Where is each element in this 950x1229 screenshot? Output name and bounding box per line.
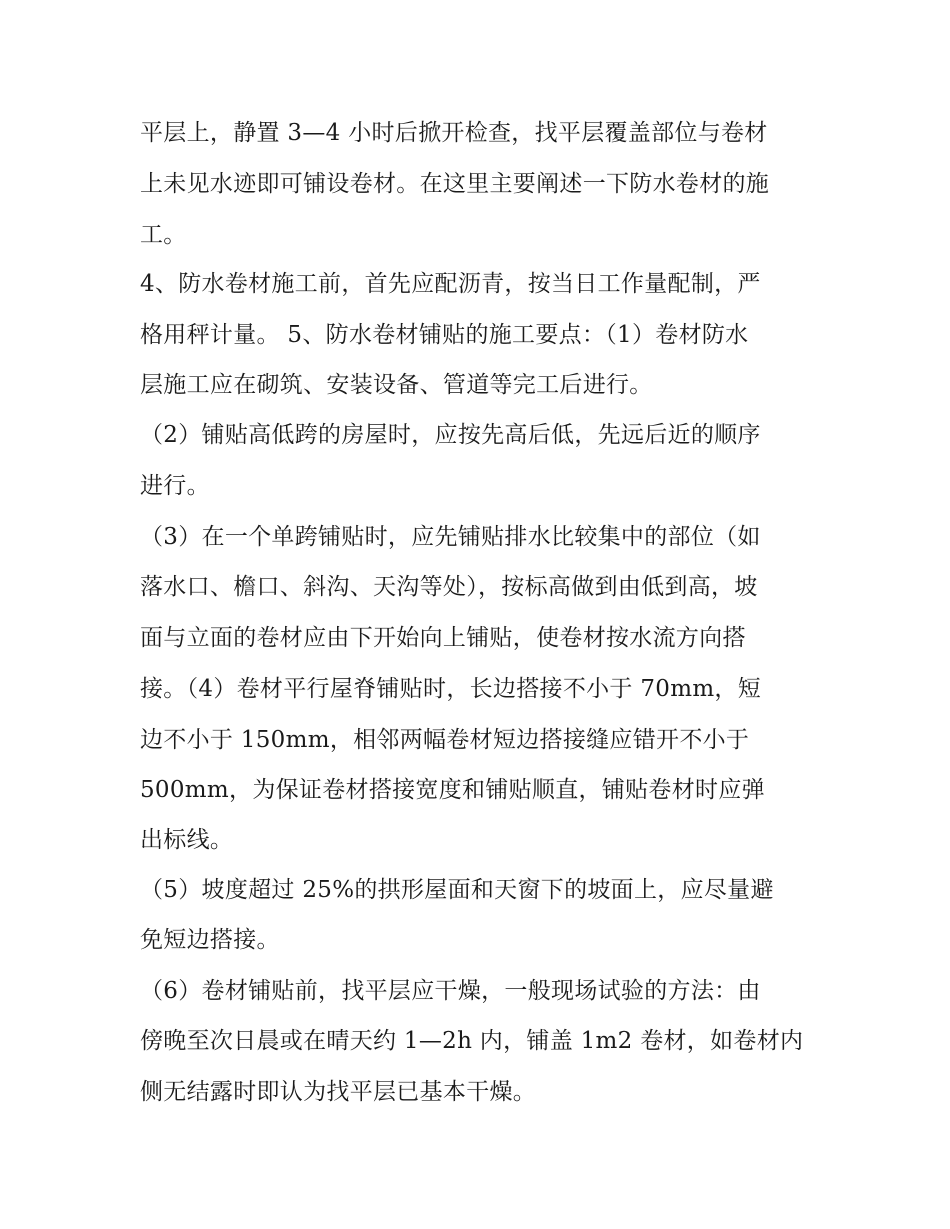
text-line: 出标线。 — [140, 827, 234, 853]
text-line: 格用秤计量。 5、防水卷材铺贴的施工要点：（1）卷材防水 — [140, 322, 749, 348]
text-line: 4、防水卷材施工前，首先应配沥青，按当日工作量配制，严 — [140, 271, 761, 297]
text-line: 工。 — [140, 222, 187, 248]
text-line: 上未见水迹即可铺设卷材。在这里主要阐述一下防水卷材的施 — [140, 171, 770, 197]
text-line: （3）在一个单跨铺贴时，应先铺贴排水比较集中的部位（如 — [140, 524, 761, 550]
text-line: 免短边搭接。 — [140, 927, 280, 953]
text-line: 落水口、檐口、斜沟、天沟等处），按标高做到由低到高，坡 — [140, 574, 758, 600]
text-line: 层施工应在砌筑、安装设备、管道等完工后进行。 — [140, 372, 653, 398]
text-line: 平层上，静置 3—4 小时后掀开检查，找平层覆盖部位与卷材 — [140, 120, 768, 146]
text-line: 侧无结露时即认为找平层已基本干燥。 — [140, 1079, 537, 1105]
text-line: 500mm，为保证卷材搭接宽度和铺贴顺直，铺贴卷材时应弹 — [140, 777, 765, 803]
text-line: 进行。 — [140, 473, 210, 499]
text-line: 傍晚至次日晨或在晴天约 1—2h 内，铺盖 1m2 卷材，如卷材内 — [140, 1028, 804, 1054]
text-line: （5）坡度超过 25%的拱形屋面和天窗下的坡面上，应尽量避 — [140, 877, 774, 903]
text-line: 面与立面的卷材应由下开始向上铺贴，使卷材按水流方向搭 — [140, 625, 746, 651]
text-line: 接。（4）卷材平行屋脊铺贴时，长边搭接不小于 70mm，短 — [140, 676, 762, 702]
text-line: （2）铺贴高低跨的房屋时，应按先高后低，先远后近的顺序 — [140, 422, 761, 448]
text-line: 边不小于 150mm，相邻两幅卷材短边搭接缝应错开不小于 — [140, 727, 750, 753]
text-line: （6）卷材铺贴前，找平层应干燥，一般现场试验的方法：由 — [140, 978, 761, 1004]
